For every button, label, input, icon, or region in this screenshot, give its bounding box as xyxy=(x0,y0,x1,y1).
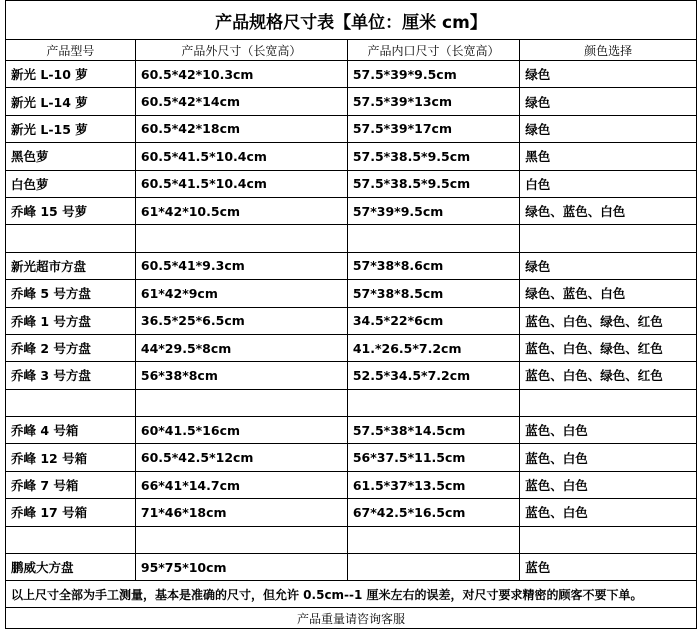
header-row xyxy=(6,40,697,61)
cell-inner-size xyxy=(347,526,519,553)
cell-name: 乔峰 15 号萝 xyxy=(6,197,136,224)
cell-outer-size: 60.5*42*10.3cm xyxy=(135,61,347,88)
table-row xyxy=(6,170,697,197)
cell-name: 乔峰 17 号箱 xyxy=(6,499,136,526)
footer-note: 以上尺寸全部为手工测量，基本是准确的尺寸，但允许 0.5cm--1 厘米左右的误差，对尺寸要求精密的顾客不要下单。 xyxy=(6,581,697,608)
cell-color: 白色 xyxy=(520,170,697,197)
table-row xyxy=(6,307,697,334)
cell-inner-size xyxy=(347,554,519,581)
cell-name: 新光 L-14 萝 xyxy=(6,88,136,115)
table-row xyxy=(6,417,697,444)
cell-inner-size: 61.5*37*13.5cm xyxy=(347,471,519,498)
cell-inner-size: 57*39*9.5cm xyxy=(347,197,519,224)
cell-inner-size: 57.5*38.5*9.5cm xyxy=(347,143,519,170)
header-name: 产品型号 xyxy=(6,40,136,61)
cell-name: 乔峰 7 号箱 xyxy=(6,471,136,498)
cell-color xyxy=(520,225,697,252)
cell-inner-size: 41.*26.5*7.2cm xyxy=(347,334,519,361)
cell-outer-size: 66*41*14.7cm xyxy=(135,471,347,498)
cell-color: 蓝色、白色 xyxy=(520,417,697,444)
cell-name xyxy=(6,225,136,252)
spec-table xyxy=(5,0,697,629)
cell-outer-size: 60.5*41.5*10.4cm xyxy=(135,143,347,170)
table-row xyxy=(6,115,697,142)
cell-outer-size: 71*46*18cm xyxy=(135,499,347,526)
table-row xyxy=(6,225,697,252)
cell-color: 黑色 xyxy=(520,143,697,170)
cell-name: 乔峰 12 号箱 xyxy=(6,444,136,471)
cell-name: 乔峰 3 号方盘 xyxy=(6,362,136,389)
table-row xyxy=(6,554,697,581)
footer-weight: 产品重量请咨询客服 xyxy=(6,608,697,629)
cell-name: 新光 L-10 萝 xyxy=(6,61,136,88)
cell-outer-size: 95*75*10cm xyxy=(135,554,347,581)
cell-color: 绿色 xyxy=(520,61,697,88)
cell-outer-size: 60.5*42*14cm xyxy=(135,88,347,115)
cell-inner-size: 57*38*8.5cm xyxy=(347,280,519,307)
header-inner-size: 产品内口尺寸（长宽高） xyxy=(347,40,519,61)
table-row xyxy=(6,334,697,361)
cell-color: 蓝色、白色 xyxy=(520,444,697,471)
cell-color: 蓝色、白色 xyxy=(520,499,697,526)
table-row xyxy=(6,444,697,471)
cell-inner-size: 57.5*38.5*9.5cm xyxy=(347,170,519,197)
table-row xyxy=(6,526,697,553)
cell-outer-size: 60*41.5*16cm xyxy=(135,417,347,444)
cell-outer-size: 60.5*42*18cm xyxy=(135,115,347,142)
cell-color xyxy=(520,526,697,553)
cell-inner-size: 56*37.5*11.5cm xyxy=(347,444,519,471)
table-row xyxy=(6,499,697,526)
cell-inner-size xyxy=(347,389,519,416)
cell-color: 蓝色、白色、绿色、红色 xyxy=(520,307,697,334)
cell-name: 乔峰 1 号方盘 xyxy=(6,307,136,334)
cell-name: 新光 L-15 萝 xyxy=(6,115,136,142)
table-row xyxy=(6,280,697,307)
table-row xyxy=(6,389,697,416)
cell-color: 绿色 xyxy=(520,252,697,279)
cell-inner-size: 57.5*38*14.5cm xyxy=(347,417,519,444)
cell-outer-size: 60.5*41.5*10.4cm xyxy=(135,170,347,197)
cell-color: 绿色、蓝色、白色 xyxy=(520,280,697,307)
cell-color: 蓝色、白色、绿色、红色 xyxy=(520,362,697,389)
cell-outer-size xyxy=(135,389,347,416)
cell-name: 乔峰 5 号方盘 xyxy=(6,280,136,307)
cell-color: 绿色 xyxy=(520,115,697,142)
cell-name: 乔峰 2 号方盘 xyxy=(6,334,136,361)
cell-color: 绿色、蓝色、白色 xyxy=(520,197,697,224)
cell-name: 白色萝 xyxy=(6,170,136,197)
cell-name: 乔峰 4 号箱 xyxy=(6,417,136,444)
cell-inner-size: 52.5*34.5*7.2cm xyxy=(347,362,519,389)
cell-name: 鹏威大方盘 xyxy=(6,554,136,581)
cell-inner-size: 34.5*22*6cm xyxy=(347,307,519,334)
cell-outer-size xyxy=(135,225,347,252)
cell-name xyxy=(6,389,136,416)
cell-name: 新光超市方盘 xyxy=(6,252,136,279)
cell-name xyxy=(6,526,136,553)
cell-inner-size: 57.5*39*13cm xyxy=(347,88,519,115)
table-row xyxy=(6,471,697,498)
cell-color: 绿色 xyxy=(520,88,697,115)
table-row xyxy=(6,61,697,88)
cell-outer-size: 56*38*8cm xyxy=(135,362,347,389)
cell-outer-size: 61*42*10.5cm xyxy=(135,197,347,224)
table-row xyxy=(6,252,697,279)
cell-outer-size: 61*42*9cm xyxy=(135,280,347,307)
table-row xyxy=(6,197,697,224)
cell-inner-size: 57.5*39*9.5cm xyxy=(347,61,519,88)
table-title: 产品规格尺寸表【单位：厘米 cm】 xyxy=(6,1,697,40)
cell-color: 蓝色、白色、绿色、红色 xyxy=(520,334,697,361)
cell-outer-size xyxy=(135,526,347,553)
cell-inner-size xyxy=(347,225,519,252)
cell-outer-size: 60.5*41*9.3cm xyxy=(135,252,347,279)
cell-inner-size: 67*42.5*16.5cm xyxy=(347,499,519,526)
cell-inner-size: 57.5*39*17cm xyxy=(347,115,519,142)
cell-name: 黑色萝 xyxy=(6,143,136,170)
cell-color: 蓝色 xyxy=(520,554,697,581)
table-row xyxy=(6,143,697,170)
cell-outer-size: 44*29.5*8cm xyxy=(135,334,347,361)
cell-color xyxy=(520,389,697,416)
header-color: 颜色选择 xyxy=(520,40,697,61)
cell-outer-size: 60.5*42.5*12cm xyxy=(135,444,347,471)
cell-outer-size: 36.5*25*6.5cm xyxy=(135,307,347,334)
header-outer-size: 产品外尺寸（长宽高） xyxy=(135,40,347,61)
table-row xyxy=(6,88,697,115)
cell-inner-size: 57*38*8.6cm xyxy=(347,252,519,279)
cell-color: 蓝色、白色 xyxy=(520,471,697,498)
table-row xyxy=(6,362,697,389)
